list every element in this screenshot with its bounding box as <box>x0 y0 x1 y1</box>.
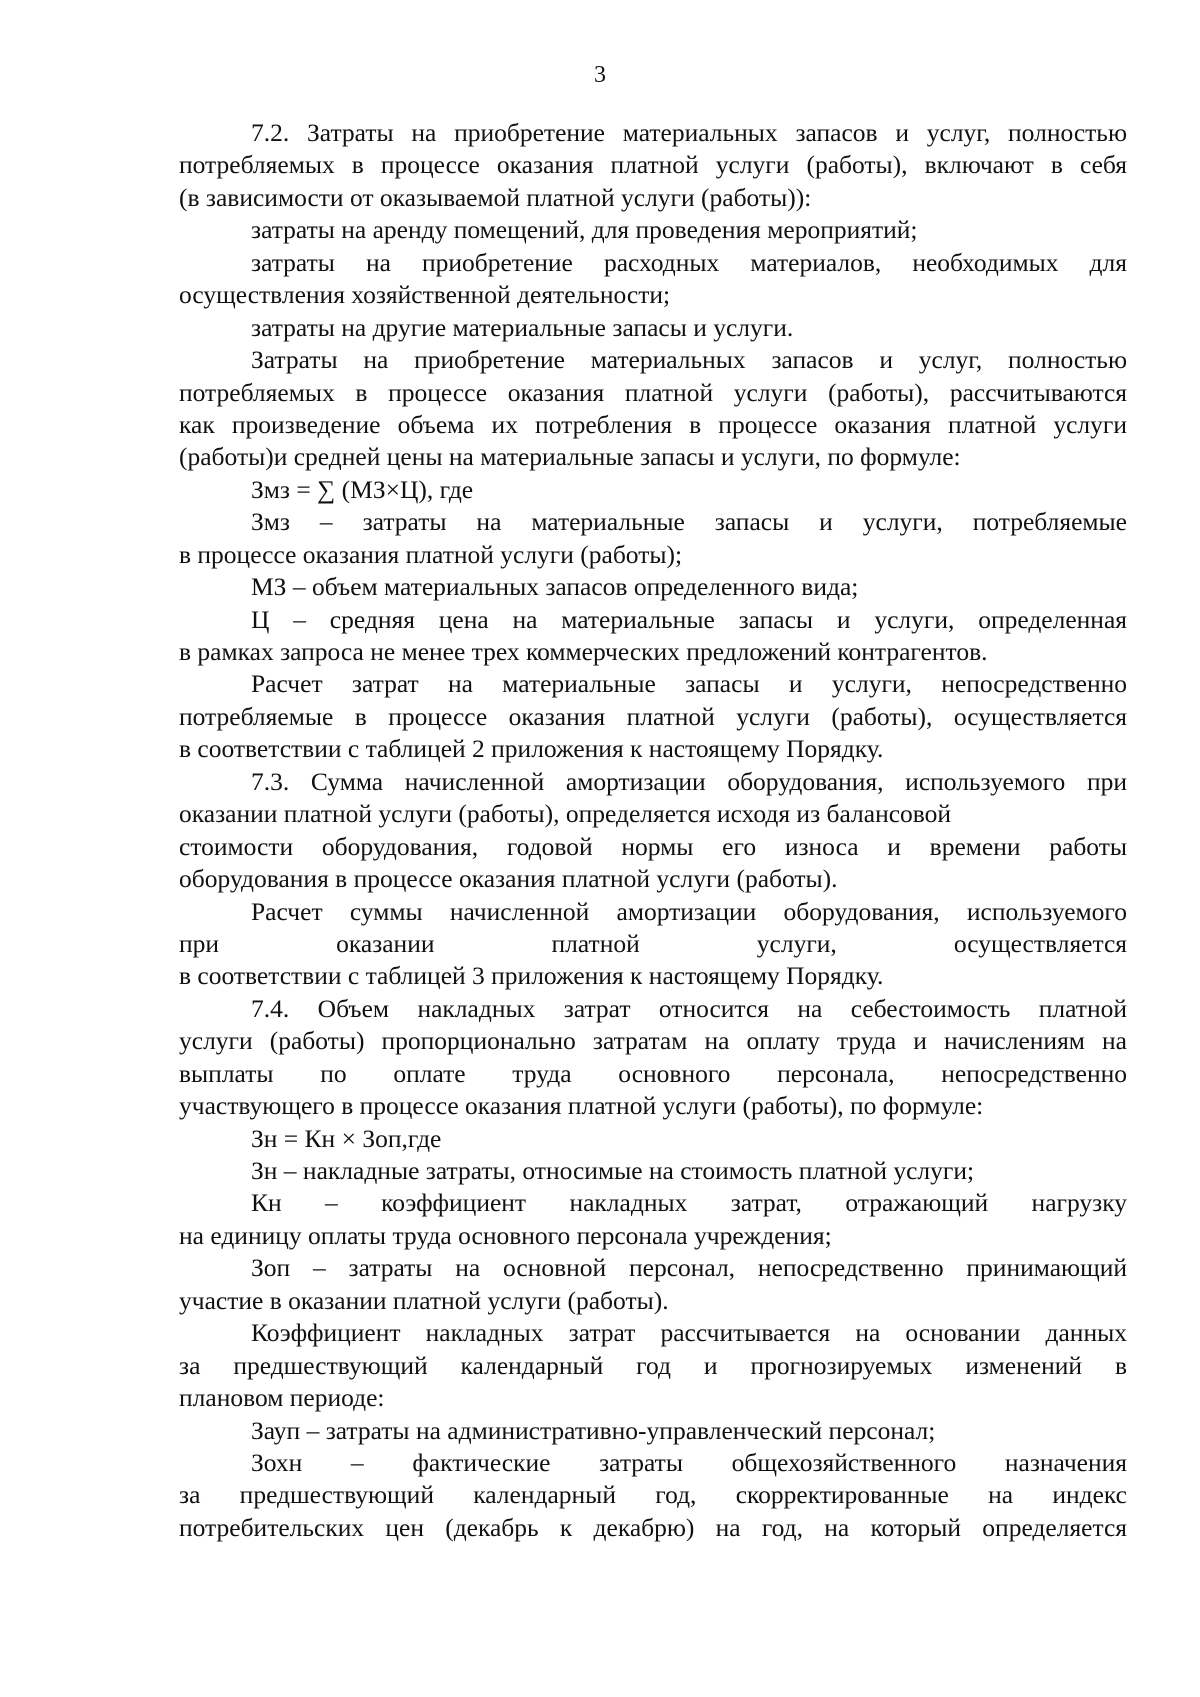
text-line: участие в оказании платной услуги (работы). <box>179 1285 669 1315</box>
text-line: в рамках запроса не менее трех коммерческих предложений контрагентов. <box>179 637 988 666</box>
text-line: участвующего в процессе оказания платной услуги (работы), по формуле: <box>179 1091 984 1121</box>
text-line: Зауп – затраты на административно-управленческий персонал; <box>251 1415 936 1445</box>
page-number: 3 <box>594 62 606 88</box>
text-line: в соответствии с таблицей 2 приложения к настоящему Порядку. <box>179 734 884 764</box>
text-line: затраты на приобретение расходных материалов, необходимых для <box>251 247 1127 277</box>
text-line: в соответствии с таблицей 3 приложения к настоящему Порядку. <box>179 961 884 991</box>
text-line: 7.3. Сумма начисленной амортизации оборудования, используемого при <box>251 766 1127 796</box>
text-line: осуществления хозяйственной деятельности; <box>179 280 671 310</box>
text-line: Коэффициент накладных затрат рассчитывается на основании данных <box>251 1318 1127 1348</box>
text-line: затраты на другие материальные запасы и услуги. <box>251 312 794 342</box>
text-line: МЗ – объем материальных запасов определенного вида; <box>251 572 859 602</box>
text-line: (работы)и средней цены на материальные запасы и услуги, по формуле: <box>179 442 961 472</box>
text-line: 7.2. Затраты на приобретение материальных запасов и услуг, полностью <box>251 118 1127 147</box>
document-body <box>179 117 1127 1544</box>
text-line: Змз = ∑ (МЗ×Ц), где <box>251 474 474 504</box>
text-line: стоимости оборудования, годовой нормы его износа и времени работы <box>179 831 1127 861</box>
text-line: в процессе оказания платной услуги (работы); <box>179 539 683 569</box>
text-line: оборудования в процессе оказания платной услуги (работы). <box>179 864 838 894</box>
text-line: при оказании платной услуги, осуществляется <box>179 928 1127 958</box>
text-line: (в зависимости от оказываемой платной услуги (работы)): <box>179 182 812 212</box>
text-line: 7.4. Объем накладных затрат относится на себестоимость платной <box>251 993 1127 1023</box>
text-line: за предшествующий календарный год и прогнозируемых изменений в <box>179 1350 1127 1380</box>
text-line: Расчет затрат на материальные запасы и услуги, непосредственно <box>251 669 1127 699</box>
text-line: потребляемых в процессе оказания платной услуги (работы), включают в себя <box>179 150 1127 180</box>
text-line: услуги (работы) пропорционально затратам на оплату труда и начислениям на <box>179 1026 1127 1056</box>
text-line: Зоп – затраты на основной персонал, непосредственно принимающий <box>251 1253 1127 1283</box>
text-line: затраты на аренду помещений, для проведения мероприятий; <box>251 215 918 245</box>
text-line: оказании платной услуги (работы), определяется исходя из балансовой <box>179 799 952 829</box>
text-line: потребляемых в процессе оказания платной услуги (работы), рассчитываются <box>179 377 1127 407</box>
text-line: Затраты на приобретение материальных запасов и услуг, полностью <box>251 345 1127 375</box>
text-line: за предшествующий календарный год, скорректированные на индекс <box>179 1480 1127 1510</box>
text-line: потребительских цен (декабрь к декабрю) на год, на который определяется <box>179 1512 1127 1542</box>
text-line: Кн – коэффициент накладных затрат, отражающий нагрузку <box>251 1188 1127 1218</box>
text-line: Ц – средняя цена на материальные запасы и услуги, определенная <box>251 604 1127 634</box>
text-line: как произведение объема их потребления в процессе оказания платной услуги <box>179 409 1127 439</box>
text-line: Зохн – фактические затраты общехозяйственного назначения <box>251 1447 1127 1477</box>
text-line: Зн = Кн × Зоп,где <box>251 1123 442 1153</box>
text-line: Змз – затраты на материальные запасы и услуги, потребляемые <box>251 507 1127 537</box>
text-line: плановом периоде: <box>179 1383 385 1413</box>
text-line: потребляемые в процессе оказания платной услуги (работы), осуществляется <box>179 701 1127 731</box>
text-line: на единицу оплаты труда основного персонала учреждения; <box>179 1220 832 1250</box>
text-line: выплаты по оплате труда основного персонала, непосредственно <box>179 1058 1127 1088</box>
text-line: Зн – накладные затраты, относимые на стоимость платной услуги; <box>251 1156 975 1185</box>
text-line: Расчет суммы начисленной амортизации оборудования, используемого <box>251 896 1127 926</box>
